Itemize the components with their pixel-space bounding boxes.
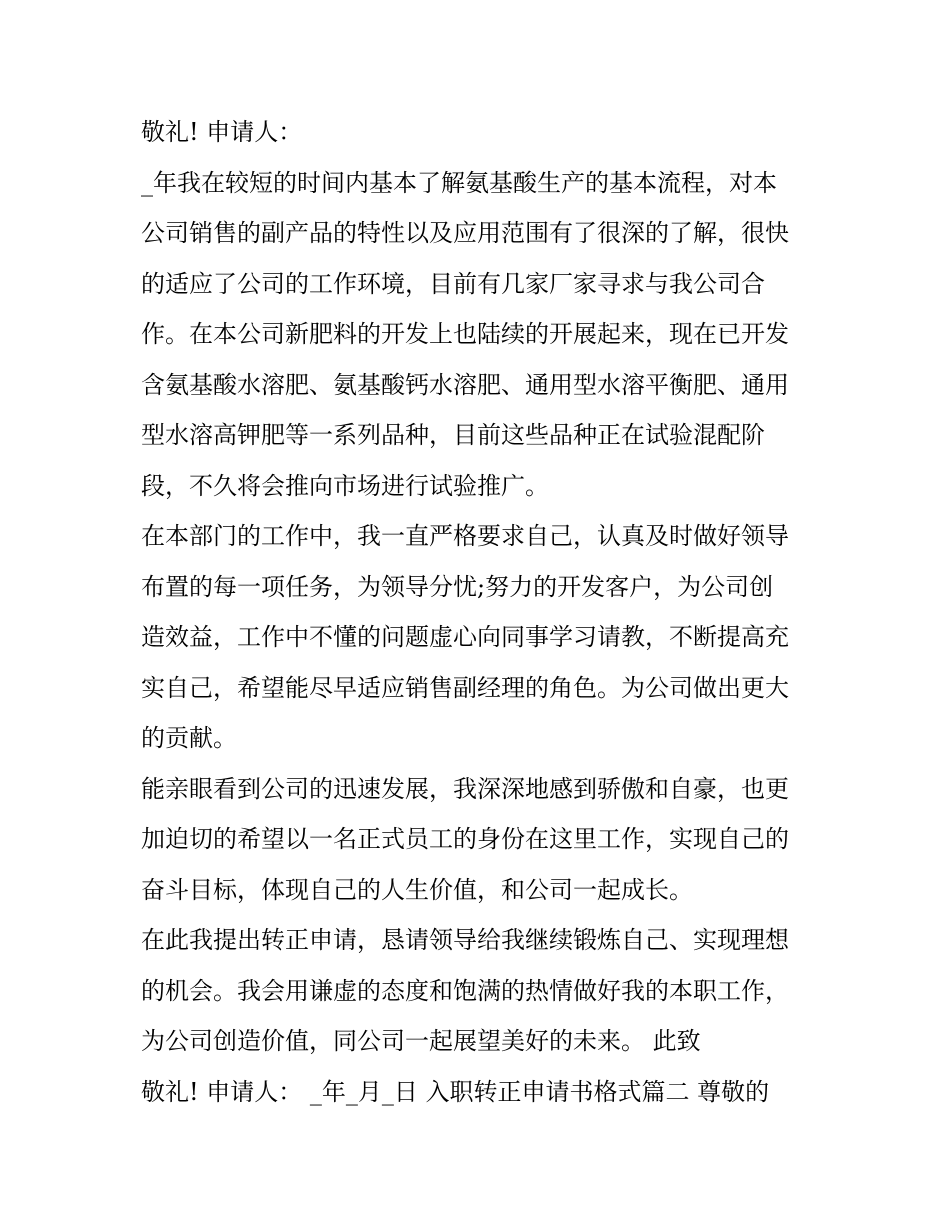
text-line: 布置的每一项任务，为领导分忧;努力的开发客户，为公司创 <box>141 572 774 601</box>
text-line: 奋斗目标，体现自己的人生价值，和公司一起成长。 <box>141 875 693 904</box>
text-line: _年我在较短的时间内基本了解氨基酸生产的基本流程，对本 <box>141 168 777 197</box>
document-body <box>141 107 821 1117</box>
text-line: 在本部门的工作中，我一直严格要求自己，认真及时做好领导 <box>141 522 789 550</box>
text-line: 段，不久将会推向市场进行试验推广。 <box>141 471 549 500</box>
text-line: 的机会。我会用谦虚的态度和饱满的热情做好我的本职工作， <box>141 976 789 1005</box>
text-line: 实自己，希望能尽早适应销售副经理的角色。为公司做出更大 <box>141 673 789 702</box>
text-line: 作。在本公司新肥料的开发上也陆续的开展起来，现在已开发 <box>141 320 789 348</box>
text-line: 在此我提出转正申请，恳请领导给我继续锻炼自己、实现理想 <box>141 926 789 954</box>
text-line: 敬礼! 申请人： _年_月_日 入职转正申请书格式篇二 尊敬的 <box>141 1077 770 1106</box>
text-line: 加迫切的希望以一名正式员工的身份在这里工作，实现自己的 <box>141 825 789 853</box>
text-line: 造效益，工作中不懂的问题虚心向同事学习请教，不断提高充 <box>141 623 789 651</box>
text-line: 为公司创造价值，同公司一起展望美好的未来。 此致 <box>141 1027 701 1055</box>
text-line: 能亲眼看到公司的迅速发展，我深深地感到骄傲和自豪，也更 <box>141 774 789 803</box>
text-line: 敬礼! 申请人： <box>141 118 303 146</box>
text-line: 公司销售的副产品的特性以及应用范围有了很深的了解，很快 <box>141 219 789 247</box>
text-line: 的贡献。 <box>141 724 237 752</box>
text-line: 含氨基酸水溶肥、氨基酸钙水溶肥、通用型水溶平衡肥、通用 <box>141 370 789 399</box>
text-line: 型水溶高钾肥等一系列品种，目前这些品种正在试验混配阶 <box>141 421 765 449</box>
text-line: 的适应了公司的工作环境，目前有几家厂家寻求与我公司合 <box>141 269 765 298</box>
